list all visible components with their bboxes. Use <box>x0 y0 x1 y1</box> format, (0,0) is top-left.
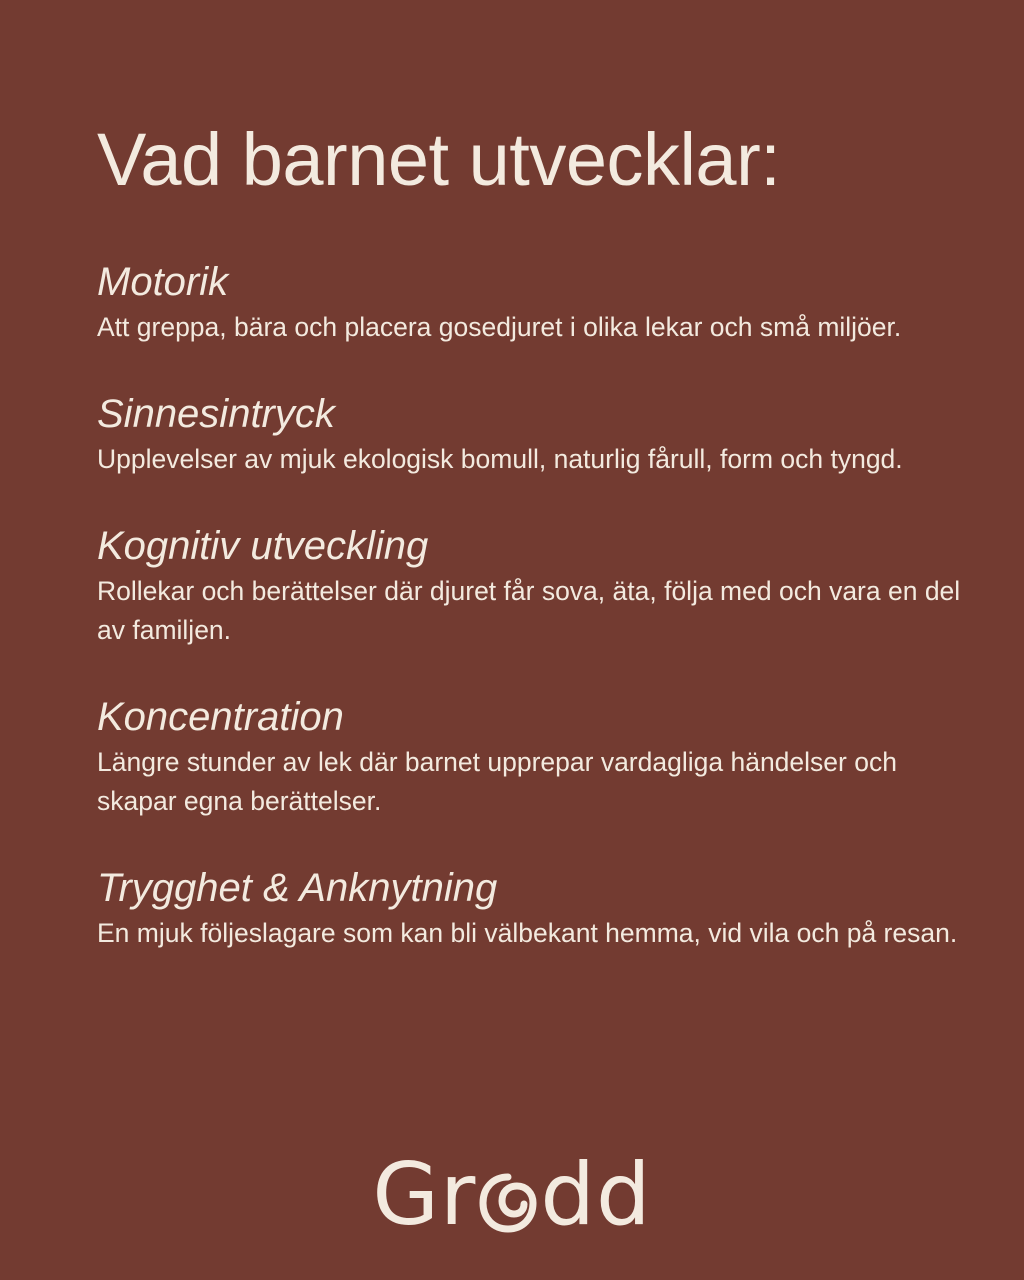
section-motorik <box>97 256 928 347</box>
logo-text-start: Gr <box>372 1145 477 1245</box>
section-text-kognitiv-utveckling: Rollekar och berättelser där djuret får sova, äta, följa med och vara en del av familjen. <box>97 576 961 645</box>
section-title-koncentration: Koncentration <box>97 695 344 739</box>
section-title-kognitiv-utveckling: Kognitiv utveckling <box>97 524 429 568</box>
section-text-trygghet-anknytning: En mjuk följeslagare som kan bli välbekant hemma, vid vila och på resan. <box>97 918 958 948</box>
brand-logo-wrap <box>0 1145 1024 1245</box>
section-text-motorik: Att greppa, bära och placera gosedjuret i olika lekar och små miljöer. <box>97 312 902 342</box>
section-sinnesintryck <box>97 388 928 479</box>
spiral-o-icon <box>477 1172 539 1234</box>
section-title-sinnesintryck: Sinnesintryck <box>97 392 335 436</box>
brand-logo <box>372 1145 652 1245</box>
section-trygghet-anknytning <box>97 862 958 953</box>
development-list <box>97 256 961 953</box>
section-text-sinnesintryck: Upplevelser av mjuk ekologisk bomull, naturlig fårull, form och tyngd. <box>97 444 903 474</box>
logo-text-end: dd <box>540 1145 652 1245</box>
section-text-koncentration: Längre stunder av lek där barnet upprepar vardagliga händelser och skapar egna berättelser. <box>97 747 897 816</box>
section-kognitiv-utveckling <box>97 520 961 650</box>
section-title-trygghet-anknytning: Trygghet & Anknytning <box>97 866 498 910</box>
section-title-motorik: Motorik <box>97 260 229 304</box>
section-koncentration <box>97 691 928 821</box>
page-title: Vad barnet utvecklar: <box>97 118 781 201</box>
